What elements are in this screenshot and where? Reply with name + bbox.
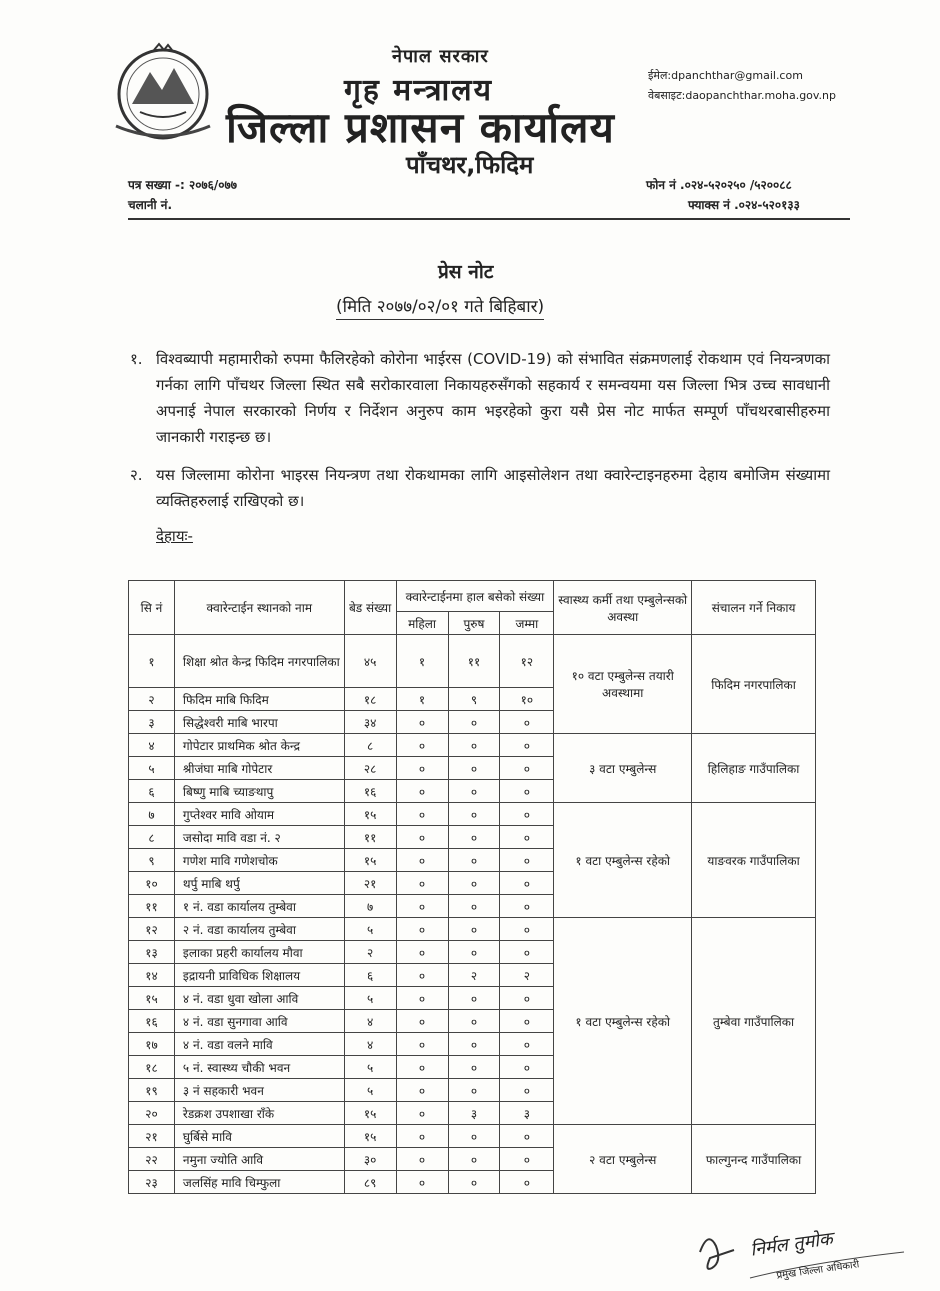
cell-male: ० <box>448 734 500 757</box>
table-row <box>129 918 816 941</box>
cell-female: ० <box>396 1033 448 1056</box>
paragraph-text: विश्वब्यापी महामारीको रुपमा फैलिरहेको कोरोना भाईरस (COVID-19) को संभावित संक्रमणलाई रोकथाम एवं नियन्त्रणका गर्नका लागि पाँचथर जिल्ला स्थित सबै सरोकारवाला निकायहरुसँगको सहकार्य र समन्वयमा यस जिल्ला भित्र उच्च सावधानी अपनाई नेपाल सरकारको निर्णय र निर्देशन अनुरुप काम भइरहेको कुरा यसै प्रेस नोट मार्फत सम्पूर्ण पाँचथरबासीहरुमा जानकारी गराइन्छ छ। <box>156 350 830 446</box>
cell-female: ० <box>396 872 448 895</box>
cell-total: ० <box>500 1148 554 1171</box>
cell-total: ० <box>500 803 554 826</box>
cell-total: ० <box>500 1125 554 1148</box>
cell-name: इलाका प्रहरी कार्यालय मौवा <box>174 941 344 964</box>
cell-female: ० <box>396 941 448 964</box>
cell-name: ४ नं. वडा धुवा खोला आवि <box>174 987 344 1010</box>
cell-beds: ७ <box>344 895 396 918</box>
header-sn: सि नं <box>129 581 175 635</box>
cell-name: २ नं. वडा कार्यालय तुम्बेवा <box>174 918 344 941</box>
cell-total: ० <box>500 734 554 757</box>
cell-female: ० <box>396 1010 448 1033</box>
office-name: जिल्ला प्रशासन कार्यालय <box>226 103 615 152</box>
email-address: ईमेल:dpanchthar@gmail.com <box>648 69 803 82</box>
cell-beds: ४ <box>344 1033 396 1056</box>
office-location: पाँचथर,फिदिम <box>406 151 534 179</box>
table-row <box>129 734 816 757</box>
table-row <box>129 1125 816 1148</box>
cell-beds: ११ <box>344 826 396 849</box>
cell-sn: ८ <box>129 826 175 849</box>
cell-female: ० <box>396 1056 448 1079</box>
cell-female: ० <box>396 711 448 734</box>
cell-sn: २१ <box>129 1125 175 1148</box>
cell-male: ० <box>448 1079 500 1102</box>
notice-date: (मिति २०७७/०२/०१ गते बिहिबार) <box>336 294 544 320</box>
cell-sn: १९ <box>129 1079 175 1102</box>
header-health: स्वास्थ्य कर्मी तथा एम्बुलेन्सको अवस्था <box>554 581 692 635</box>
cell-male: ० <box>448 826 500 849</box>
cell-beds: १५ <box>344 849 396 872</box>
cell-female: ० <box>396 1148 448 1171</box>
cell-male: ० <box>448 1125 500 1148</box>
header-total: जम्मा <box>500 612 554 635</box>
cell-sn: ७ <box>129 803 175 826</box>
cell-sn: २२ <box>129 1148 175 1171</box>
cell-sn: १ <box>129 635 175 688</box>
cell-male: ० <box>448 849 500 872</box>
cell-sn: १५ <box>129 987 175 1010</box>
cell-male: ० <box>448 987 500 1010</box>
cell-name: १ नं. वडा कार्यालय तुम्बेवा <box>174 895 344 918</box>
cell-female: ० <box>396 734 448 757</box>
cell-agency: फिदिम नगरपालिका <box>692 635 816 734</box>
cell-total: ० <box>500 1056 554 1079</box>
cell-name: नमुना ज्योति आवि <box>174 1148 344 1171</box>
cell-female: ० <box>396 1079 448 1102</box>
cell-beds: १६ <box>344 780 396 803</box>
cell-total: ० <box>500 826 554 849</box>
header-female: महिला <box>396 612 448 635</box>
cell-beds: ४५ <box>344 635 396 688</box>
cell-name: ३ नं सहकारी भवन <box>174 1079 344 1102</box>
cell-sn: १७ <box>129 1033 175 1056</box>
cell-male: ० <box>448 1033 500 1056</box>
cell-sn: १६ <box>129 1010 175 1033</box>
cell-female: ० <box>396 918 448 941</box>
cell-beds: ३० <box>344 1148 396 1171</box>
cell-female: १ <box>396 635 448 688</box>
cell-beds: १८ <box>344 688 396 711</box>
cell-male: ० <box>448 757 500 780</box>
cell-agency: याङवरक गाउँपालिका <box>692 803 816 918</box>
cell-name: फिदिम माबि फिदिम <box>174 688 344 711</box>
cell-male: ० <box>448 803 500 826</box>
cell-total: १२ <box>500 635 554 688</box>
signatory-role: प्रमुख जिल्ला अधिकारी <box>775 1259 861 1282</box>
cell-sn: ३ <box>129 711 175 734</box>
cell-total: ० <box>500 872 554 895</box>
cell-total: ० <box>500 1033 554 1056</box>
cell-beds: ५ <box>344 1079 396 1102</box>
cell-total: ० <box>500 918 554 941</box>
cell-total: ० <box>500 987 554 1010</box>
notice-title: प्रेस नोट <box>438 261 494 283</box>
cell-beds: ५ <box>344 1056 396 1079</box>
paragraph-number: २. <box>130 466 143 484</box>
cell-male: २ <box>448 964 500 987</box>
cell-sn: १३ <box>129 941 175 964</box>
cell-total: ० <box>500 1171 554 1194</box>
cell-sn: २ <box>129 688 175 711</box>
quarantine-table <box>128 580 816 1194</box>
cell-health-status: १ वटा एम्बुलेन्स रहेको <box>554 803 692 918</box>
cell-female: ० <box>396 757 448 780</box>
nepal-emblem-icon <box>110 42 216 142</box>
cell-beds: ८९ <box>344 1171 396 1194</box>
cell-total: ० <box>500 711 554 734</box>
cell-name: श्रीजंघा माबि गोपेटार <box>174 757 344 780</box>
cell-name: ५ नं. स्वास्थ्य चौकी भवन <box>174 1056 344 1079</box>
cell-name: जलसिंह मावि चिम्फुला <box>174 1171 344 1194</box>
cell-total: २ <box>500 964 554 987</box>
cell-sn: ९ <box>129 849 175 872</box>
cell-name: गणेश मावि गणेशचोक <box>174 849 344 872</box>
cell-total: ० <box>500 1079 554 1102</box>
cell-health-status: ३ वटा एम्बुलेन्स <box>554 734 692 803</box>
cell-beds: ३४ <box>344 711 396 734</box>
header-current: क्वारेन्टाईनमा हाल बसेको संख्या <box>396 581 554 612</box>
cell-sn: १४ <box>129 964 175 987</box>
cell-male: ० <box>448 872 500 895</box>
cell-beds: १५ <box>344 1102 396 1125</box>
signatory-name: निर्मल तुमोक <box>749 1228 834 1261</box>
table-row <box>129 635 816 688</box>
cell-male: ० <box>448 1148 500 1171</box>
website-address: वेबसाइट:daopanchthar.moha.gov.np <box>648 89 837 102</box>
cell-sn: २० <box>129 1102 175 1125</box>
cell-name: ४ नं. वडा वलने मावि <box>174 1033 344 1056</box>
cell-total: ० <box>500 1010 554 1033</box>
cell-name: बिष्णु माबि च्याङथापु <box>174 780 344 803</box>
cell-name: शिक्षा श्रोत केन्द्र फिदिम नगरपालिका <box>174 635 344 688</box>
cell-sn: २३ <box>129 1171 175 1194</box>
phone-number: फोन नं .०२४-५२०२५० /५२००८८ <box>646 178 792 192</box>
cell-beds: ८ <box>344 734 396 757</box>
dispatch-number: चलानी नं. <box>128 198 173 212</box>
cell-female: ० <box>396 1102 448 1125</box>
cell-total: ० <box>500 941 554 964</box>
cell-beds: ५ <box>344 918 396 941</box>
cell-female: ० <box>396 803 448 826</box>
cell-sn: १० <box>129 872 175 895</box>
cell-total: ३ <box>500 1102 554 1125</box>
header-name: क्वारेन्टाईन स्थानको नाम <box>174 581 344 635</box>
cell-agency: हिलिहाङ गाउँपालिका <box>692 734 816 803</box>
cell-female: ० <box>396 1171 448 1194</box>
cell-sn: ४ <box>129 734 175 757</box>
cell-total: ० <box>500 895 554 918</box>
header-beds: बेड संख्या <box>344 581 396 635</box>
cell-name: इद्रायनी प्राविधिक शिक्षालय <box>174 964 344 987</box>
cell-total: १० <box>500 688 554 711</box>
letter-number: पत्र सख्या -: २०७६/०७७ <box>128 178 238 192</box>
cell-name: जसोदा मावि वडा नं. २ <box>174 826 344 849</box>
cell-total: ० <box>500 849 554 872</box>
cell-name: गुप्तेश्वर मावि ओयाम <box>174 803 344 826</box>
cell-sn: ११ <box>129 895 175 918</box>
cell-health-status: २ वटा एम्बुलेन्स <box>554 1125 692 1194</box>
header-agency: संचालन गर्ने निकाय <box>692 581 816 635</box>
cell-male: ० <box>448 1010 500 1033</box>
cell-total: ० <box>500 780 554 803</box>
cell-health-status: १ वटा एम्बुलेन्स रहेको <box>554 918 692 1125</box>
cell-male: ० <box>448 1056 500 1079</box>
header-male: पुरुष <box>448 612 500 635</box>
cell-male: ११ <box>448 635 500 688</box>
cell-agency: तुम्बेवा गाउँपालिका <box>692 918 816 1125</box>
cell-male: ९ <box>448 688 500 711</box>
cell-name: थर्पु माबि थर्पु <box>174 872 344 895</box>
cell-female: ० <box>396 895 448 918</box>
cell-beds: २ <box>344 941 396 964</box>
header-divider <box>128 218 850 220</box>
cell-male: ० <box>448 711 500 734</box>
cell-male: ३ <box>448 1102 500 1125</box>
cell-beds: १५ <box>344 803 396 826</box>
cell-male: ० <box>448 780 500 803</box>
cell-beds: ६ <box>344 964 396 987</box>
cell-beds: १५ <box>344 1125 396 1148</box>
cell-male: ० <box>448 1171 500 1194</box>
government-name: नेपाल सरकार <box>392 46 489 67</box>
ministry-name: गृह मन्त्रालय <box>344 73 494 108</box>
cell-sn: ५ <box>129 757 175 780</box>
cell-male: ० <box>448 941 500 964</box>
cell-agency: फाल्गुनन्द गाउँपालिका <box>692 1125 816 1194</box>
cell-female: ० <box>396 987 448 1010</box>
cell-sn: ६ <box>129 780 175 803</box>
cell-name: ४ नं. वडा सुनगावा आवि <box>174 1010 344 1033</box>
cell-health-status: १० वटा एम्बुलेन्स तयारी अवस्थामा <box>554 635 692 734</box>
cell-name: गोपेटार प्राथमिक श्रोत केन्द्र <box>174 734 344 757</box>
cell-female: ० <box>396 1125 448 1148</box>
annex-label: देहायः- <box>156 527 193 545</box>
cell-female: १ <box>396 688 448 711</box>
cell-total: ० <box>500 757 554 780</box>
cell-sn: १२ <box>129 918 175 941</box>
cell-beds: ५ <box>344 987 396 1010</box>
cell-female: ० <box>396 780 448 803</box>
paragraph-text: यस जिल्लामा कोरोना भाइरस नियन्त्रण तथा रोकथामका लागि आइसोलेशन तथा क्वारेन्टाइनहरुमा देहाय बमोजिम संख्यामा व्यक्तिहरुलाई राखिएको छ। <box>156 466 830 510</box>
cell-name: घुर्बिसे मावि <box>174 1125 344 1148</box>
fax-number: फ्याक्स नं .०२४-५२०१३३ <box>688 198 800 212</box>
cell-name: रेडक्रश उपशाखा राँके <box>174 1102 344 1125</box>
cell-female: ० <box>396 964 448 987</box>
table-row <box>129 803 816 826</box>
cell-female: ० <box>396 849 448 872</box>
paragraph-1 <box>120 346 830 450</box>
cell-beds: २८ <box>344 757 396 780</box>
cell-sn: १८ <box>129 1056 175 1079</box>
cell-male: ० <box>448 918 500 941</box>
paragraph-2 <box>120 462 830 514</box>
cell-beds: २१ <box>344 872 396 895</box>
paragraph-number: १. <box>130 350 143 368</box>
cell-name: सिद्धेश्वरी माबि भारपा <box>174 711 344 734</box>
cell-male: ० <box>448 895 500 918</box>
cell-female: ० <box>396 826 448 849</box>
cell-beds: ४ <box>344 1010 396 1033</box>
